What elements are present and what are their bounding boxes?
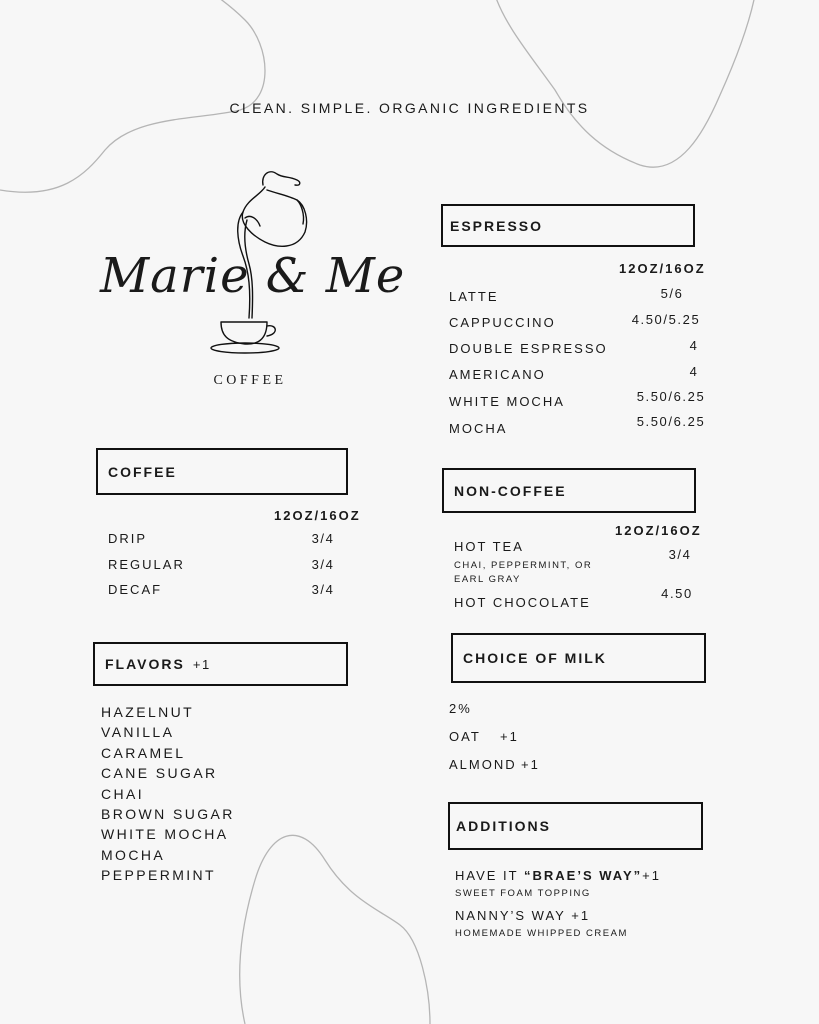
espresso-item-name: WHITE MOCHA <box>449 394 565 409</box>
addition-name: NANNY’S WAY <box>455 908 566 923</box>
flavors-list <box>101 702 235 886</box>
flavor-item: BROWN SUGAR <box>101 806 235 823</box>
milk-item-name: OAT <box>449 729 481 744</box>
addition-price: +1 <box>642 868 661 883</box>
flavors-title-row <box>105 656 211 672</box>
espresso-item-name: AMERICANO <box>449 367 546 382</box>
top-right-swirl <box>495 0 755 167</box>
addition-note: HOMEMADE WHIPPED CREAM <box>455 928 628 939</box>
flavors-surcharge: +1 <box>192 657 211 672</box>
coffee-section-title: COFFEE <box>108 463 177 480</box>
coffee-item-name: REGULAR <box>108 557 185 572</box>
espresso-item-price: 4.50/5.25 <box>631 312 701 327</box>
flavor-item: WHITE MOCHA <box>101 826 229 843</box>
espresso-item-price: 5.50/6.25 <box>636 389 706 404</box>
flavor-item: HAZELNUT <box>101 704 195 720</box>
flavor-item: CANE SUGAR <box>101 765 218 782</box>
addition-item <box>455 908 590 923</box>
flavor-item: MOCHA <box>101 846 166 863</box>
non-coffee-item-note: CHAI, PEPPERMINT, OR EARL GRAY <box>454 560 593 585</box>
addition-price: +1 <box>571 908 591 923</box>
flavor-item: CHAI <box>101 785 145 802</box>
non-coffee-size-header: 12OZ/16OZ <box>615 523 702 538</box>
milk-section-header <box>451 633 706 683</box>
coffee-item-price: 3/4 <box>311 557 335 572</box>
espresso-section-title: ESPRESSO <box>450 217 544 234</box>
milk-section-title: CHOICE OF MILK <box>463 650 607 666</box>
espresso-item-name: CAPPUCCINO <box>449 315 556 330</box>
coffee-item-name: DRIP <box>108 531 148 546</box>
coffee-section-header <box>96 448 348 495</box>
bottom-swirl <box>240 835 430 1024</box>
non-coffee-section-title: NON-COFFEE <box>454 482 567 499</box>
milk-item-price: +1 <box>500 729 519 744</box>
flavors-section-title: FLAVORS <box>105 656 185 672</box>
espresso-item-name: LATTE <box>449 289 499 304</box>
non-coffee-item-name: HOT CHOCOLATE <box>454 595 591 610</box>
flavor-item: PEPPERMINT <box>101 867 217 884</box>
flavor-item: VANILLA <box>101 724 175 741</box>
espresso-item-price: 5.50/6.25 <box>636 414 706 429</box>
non-coffee-item-price: 4.50 <box>661 586 693 601</box>
flavors-section-header <box>93 642 348 686</box>
non-coffee-item-price: 3/4 <box>668 547 692 562</box>
brand-name: Marie & Me <box>100 248 406 304</box>
addition-item <box>455 868 661 883</box>
milk-item-name: 2% <box>449 701 472 716</box>
additions-section-header <box>448 802 703 850</box>
espresso-item-price: 4 <box>689 364 699 379</box>
additions-section-title: ADDITIONS <box>456 818 551 834</box>
coffee-item-name: DECAF <box>108 582 163 597</box>
milk-item-name: ALMOND <box>449 757 517 772</box>
addition-note: SWEET FOAM TOPPING <box>455 888 591 899</box>
espresso-item-name: DOUBLE ESPRESSO <box>449 341 608 356</box>
espresso-item-name: MOCHA <box>449 421 508 436</box>
brand-subtitle: COFFEE <box>213 373 287 388</box>
espresso-size-header: 12OZ/16OZ <box>619 261 706 276</box>
flavor-item: CARAMEL <box>101 744 186 761</box>
espresso-section-header <box>441 204 695 247</box>
milk-item-price: +1 <box>521 757 540 772</box>
coffee-item-price: 3/4 <box>311 531 335 546</box>
espresso-item-price: 4 <box>689 338 699 353</box>
non-coffee-item-name: HOT TEA <box>454 539 524 554</box>
tagline: CLEAN. SIMPLE. ORGANIC INGREDIENTS <box>229 100 590 116</box>
addition-name: “BRAE’S WAY” <box>524 868 643 883</box>
addition-prefix: HAVE IT <box>455 868 519 883</box>
coffee-item-price: 3/4 <box>311 582 335 597</box>
coffee-size-header: 12OZ/16OZ <box>274 508 361 523</box>
espresso-item-price: 5/6 <box>660 286 684 301</box>
non-coffee-section-header <box>442 468 696 513</box>
